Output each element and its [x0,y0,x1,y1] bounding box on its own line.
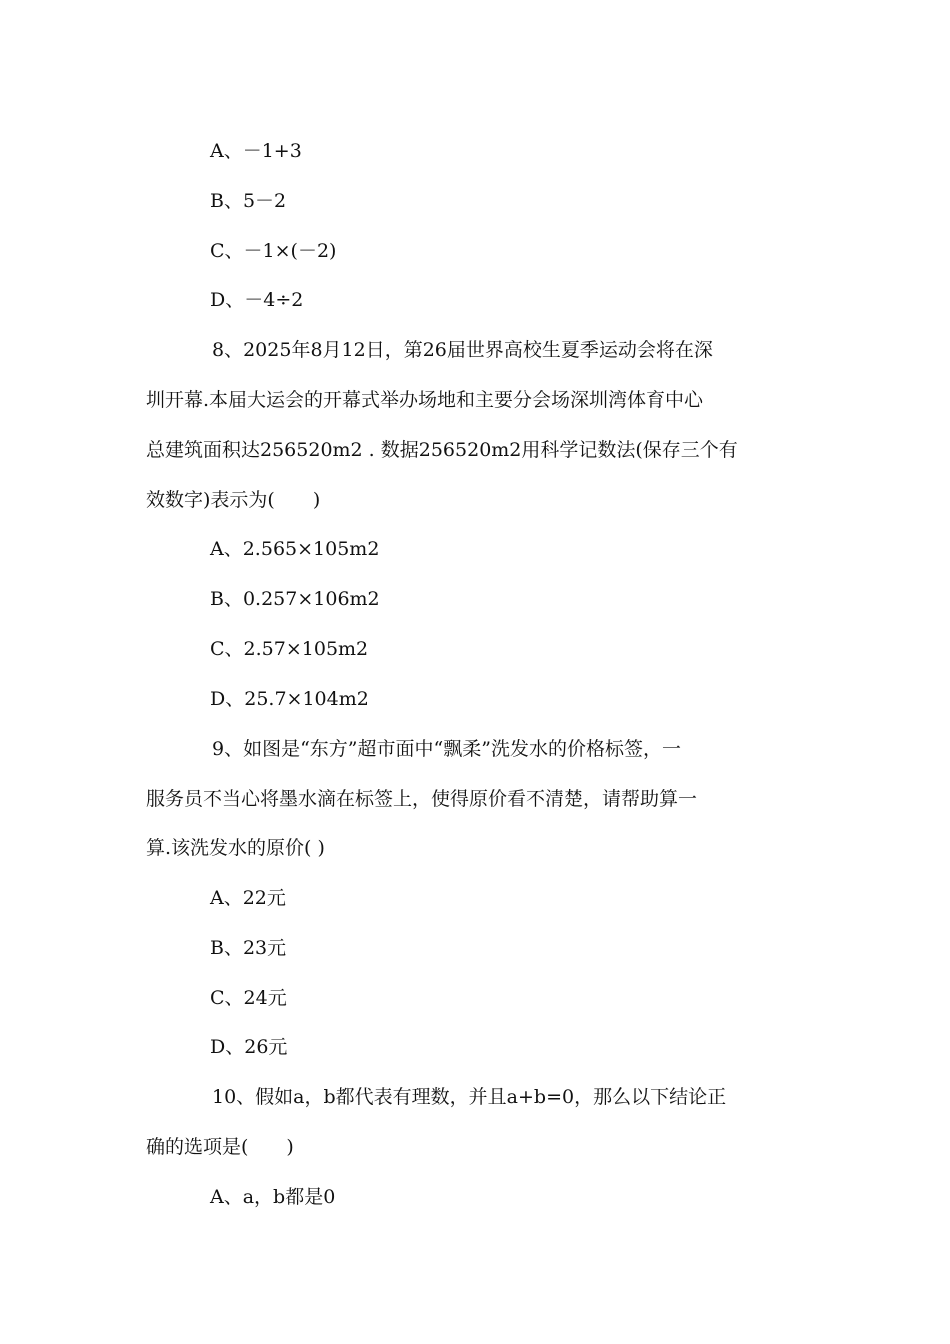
q9-option-b: B、23元 [210,937,287,959]
q9-stem-line-2: 服务员不当心将墨水滴在标签上，使得原价看不清楚，请帮助算一 [146,788,698,810]
q10-stem-line-2: 确的选项是( ) [146,1136,294,1158]
q9-option-d: D、26元 [210,1036,288,1058]
q9-stem-line-1: 9、如图是“东方”超市面中“飘柔”洗发水的价格标签，一 [212,738,681,760]
q10-option-a: A、a，b都是0 [210,1186,336,1208]
q8-option-d: D、25.7×104m2 [210,688,369,710]
q8-stem-line-3: 总建筑面积达256520m2 . 数据256520m2用科学记数法(保存三个有 [146,439,738,461]
q7-option-a: A、－1+3 [210,140,302,162]
q9-option-c: C、24元 [210,987,287,1009]
q8-option-b: B、0.257×106m2 [210,588,380,610]
q8-option-a: A、2.565×105m2 [210,538,380,560]
q8-option-c: C、2.57×105m2 [210,638,369,660]
q9-stem-line-3: 算.该洗发水的原价( ) [146,837,325,859]
q7-option-d: D、－4÷2 [210,289,304,311]
q8-stem-line-4: 效数字)表示为( ) [146,489,321,511]
q8-stem-line-1: 8、2025年8月12日，第26届世界高校生夏季运动会将在深 [212,339,713,361]
q8-stem-line-2: 圳开幕.本届大运会的开幕式举办场地和主要分会场深圳湾体育中心 [146,389,704,411]
q7-option-c: C、－1×(－2) [210,240,337,262]
q10-stem-line-1: 10、假如a，b都代表有理数，并且a+b=0，那么以下结论正 [212,1086,727,1108]
q7-option-b: B、5－2 [210,190,287,212]
q9-option-a: A、22元 [210,887,286,909]
